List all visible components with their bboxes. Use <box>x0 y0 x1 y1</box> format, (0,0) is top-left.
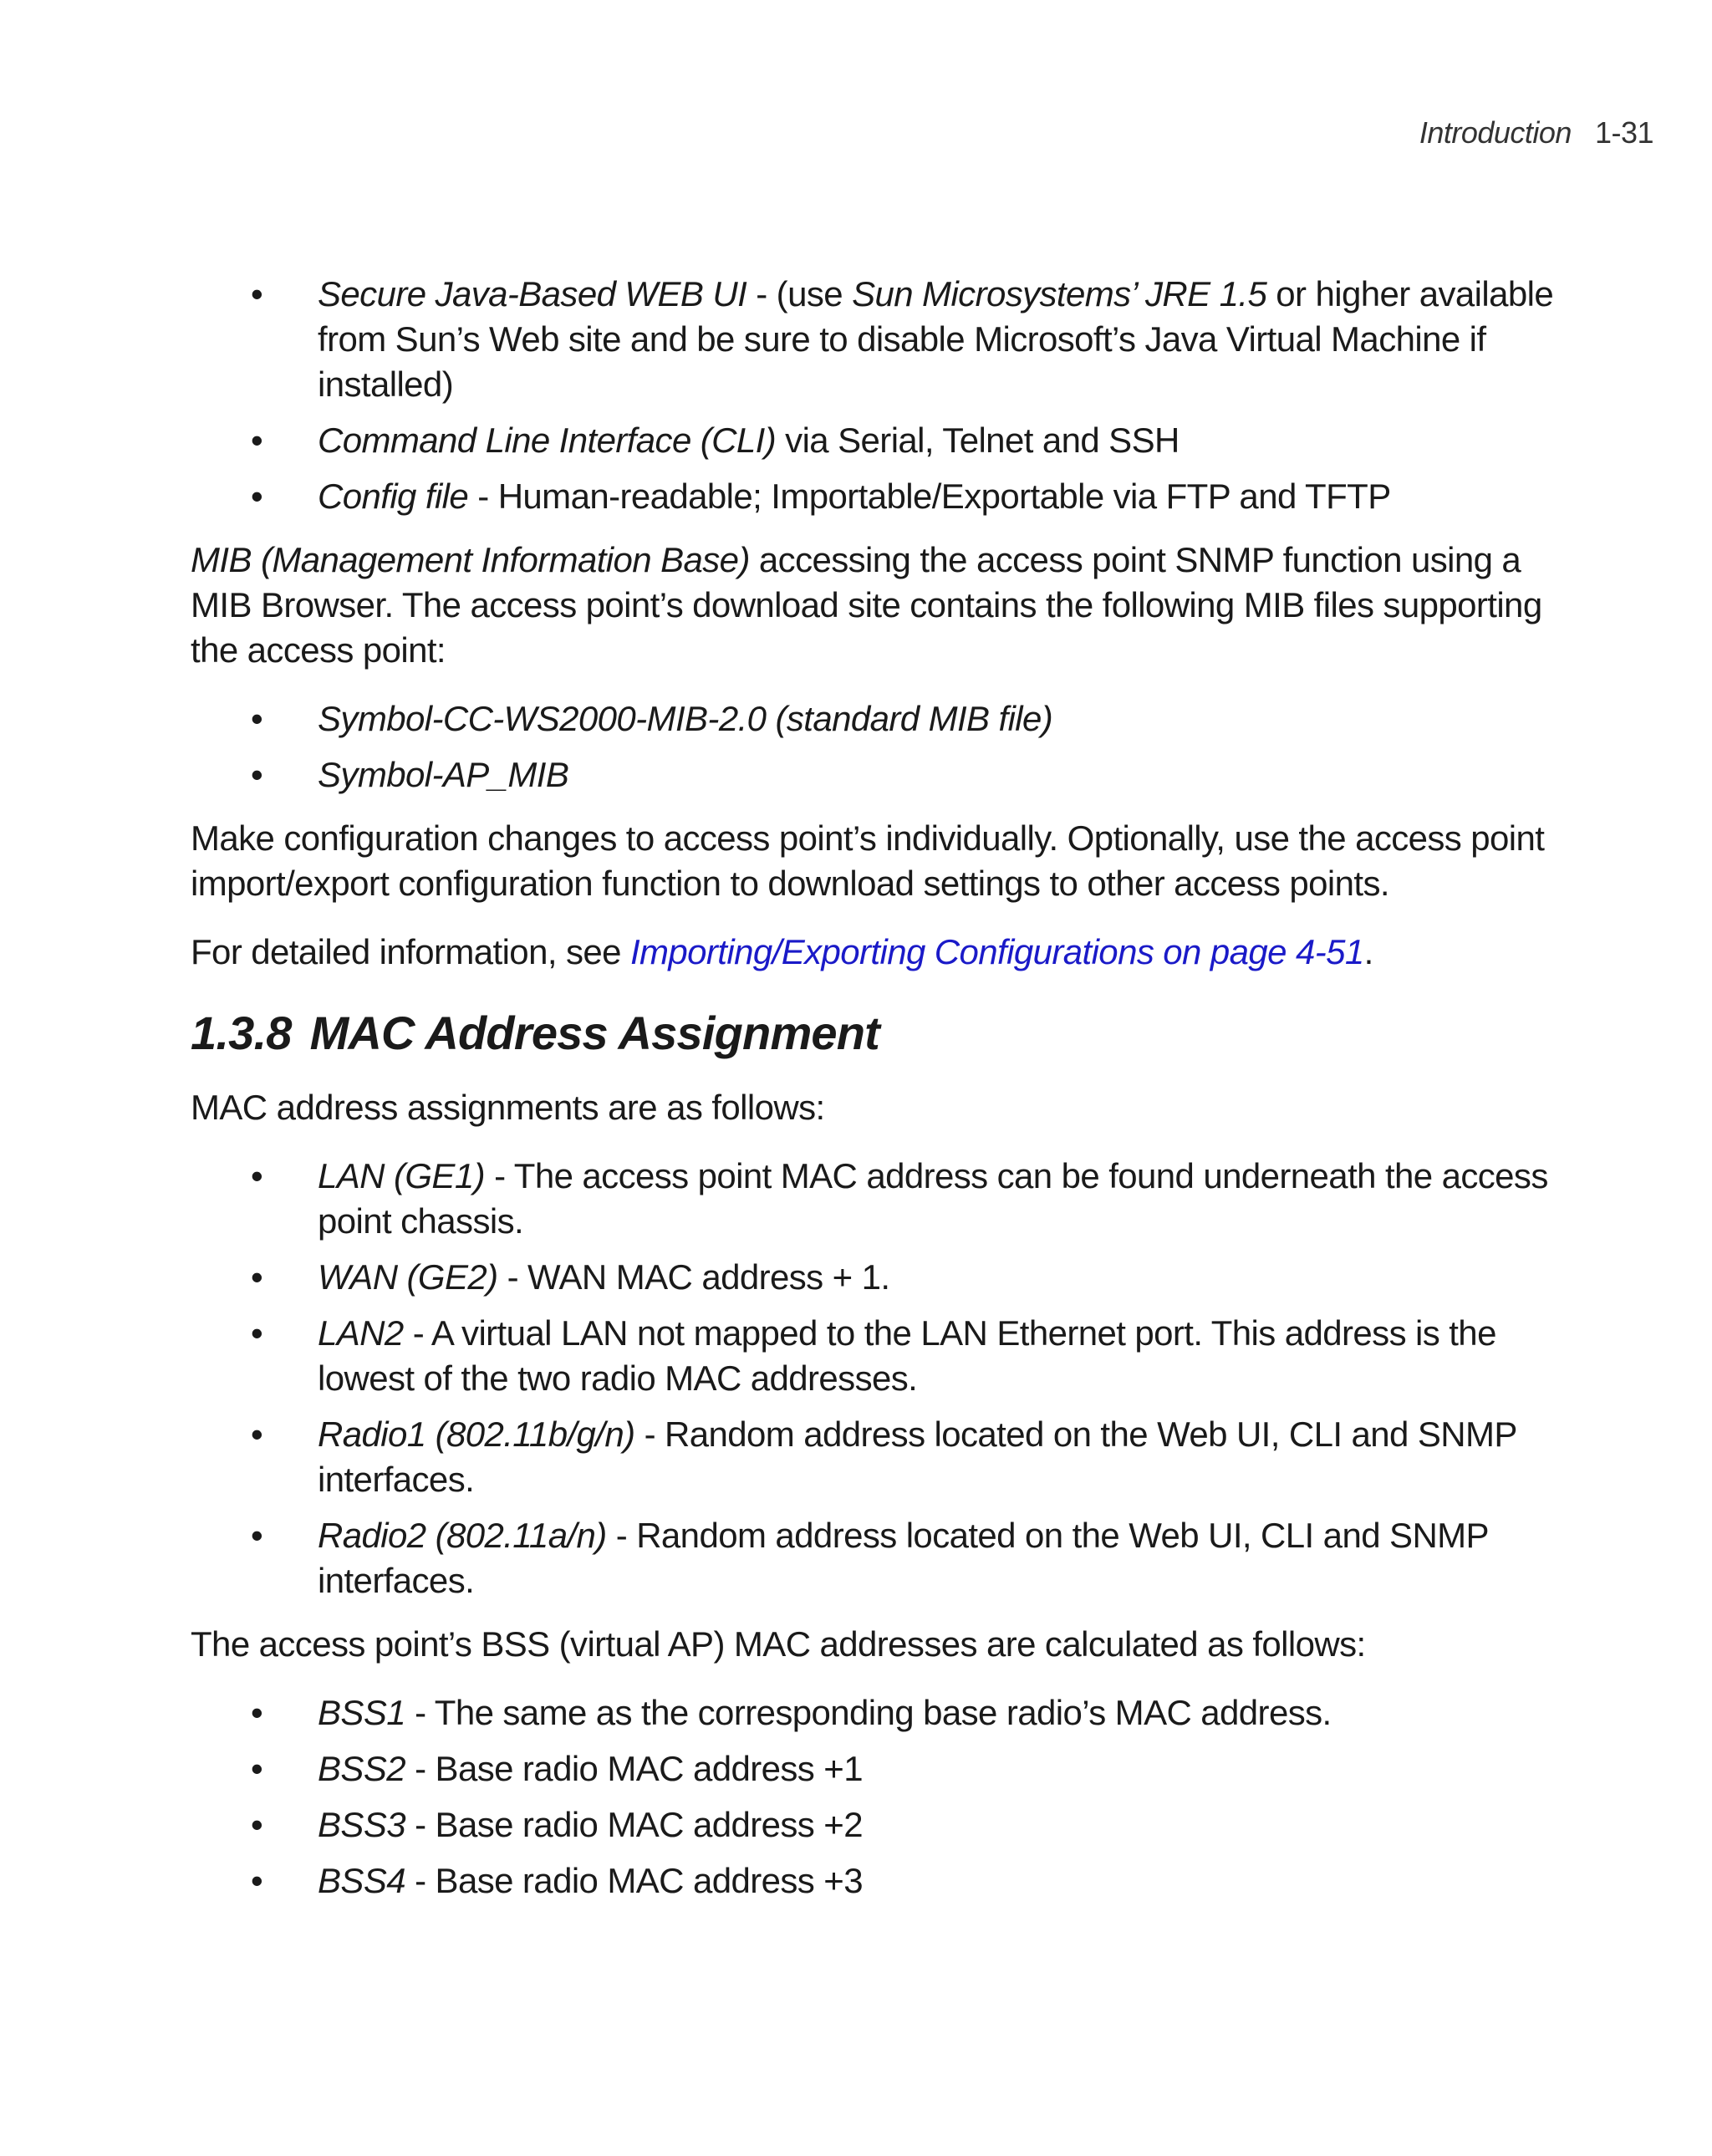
page-content <box>191 272 1585 1922</box>
header-page-number: 1-31 <box>1594 115 1653 150</box>
bullet-icon: • <box>251 1313 263 1353</box>
cross-reference-link[interactable]: Importing/Exporting Configurations on page 4-51 <box>629 932 1364 971</box>
bullet-icon: • <box>251 1861 263 1900</box>
mib-term: MIB (Management Information Base) <box>191 540 750 579</box>
list-item-text: - Base radio MAC address +2 <box>405 1805 863 1844</box>
section-title: MAC Address Assignment <box>309 1007 880 1059</box>
page-header <box>1419 115 1653 150</box>
list-item <box>251 752 1585 798</box>
bss-bullet-list <box>191 1690 1585 1904</box>
detail-text: For detailed information, see <box>191 932 630 971</box>
bullet-icon: • <box>251 1156 263 1195</box>
detail-paragraph <box>191 930 1585 975</box>
list-item-term: BSS2 <box>318 1749 405 1788</box>
list-item-text: - Human-readable; Importable/Exportable via FTP and TFTP <box>468 477 1391 516</box>
bullet-icon: • <box>251 755 263 794</box>
bullet-icon: • <box>251 1805 263 1844</box>
config-paragraph: Make configuration changes to access point’s individually. Optionally, use the access point import/export configuration function to download settings to other access points. <box>191 818 1545 903</box>
mib-file-list <box>191 696 1585 798</box>
mib-text: accessing the access point SNMP function using a MIB Browser. The access point’s download site contains the following MIB files supporting the access point: <box>191 540 1542 670</box>
list-item-term: BSS1 <box>318 1693 405 1732</box>
list-item-text: - WAN MAC address + 1. <box>497 1257 890 1297</box>
list-item <box>251 418 1585 463</box>
bullet-icon: • <box>251 1257 263 1297</box>
list-item <box>251 1513 1585 1603</box>
list-item-text: via Serial, Telnet and SSH <box>776 420 1180 460</box>
detail-text: . <box>1363 932 1373 971</box>
list-item-text: - (use <box>746 274 853 313</box>
list-item-term: LAN2 <box>318 1313 404 1353</box>
list-item-text: - Base radio MAC address +1 <box>405 1749 863 1788</box>
list-item-term: Config file <box>318 477 469 516</box>
ui-bullet-list <box>191 272 1585 519</box>
list-item-term: Secure Java-Based WEB UI <box>318 274 747 313</box>
list-item <box>251 1746 1585 1792</box>
list-item <box>251 272 1585 407</box>
bullet-icon: • <box>251 699 263 738</box>
list-item-term: LAN (GE1) <box>318 1156 485 1195</box>
list-item-term: Radio1 (802.11b/g/n) <box>318 1414 635 1454</box>
list-item-term: WAN (GE2) <box>318 1257 498 1297</box>
list-item-text: - Random address located on the Web UI, CLI and SNMP interfaces. <box>318 1516 1489 1600</box>
list-item-term: BSS4 <box>318 1861 405 1900</box>
list-item <box>251 1858 1585 1904</box>
list-item-text: - The same as the corresponding base radio’s MAC address. <box>405 1693 1332 1732</box>
mac-bullet-list <box>191 1154 1585 1603</box>
list-item <box>251 1690 1585 1736</box>
list-item <box>251 1802 1585 1848</box>
list-item-text: - The access point MAC address can be found underneath the access point chassis. <box>318 1156 1548 1241</box>
list-item <box>251 1412 1585 1502</box>
bullet-icon: • <box>251 1516 263 1555</box>
bullet-icon: • <box>251 1693 263 1732</box>
list-item <box>251 1154 1585 1244</box>
list-item-text: - A virtual LAN not mapped to the LAN Ethernet port. This address is the lowest of the two radio MAC addresses. <box>318 1313 1496 1398</box>
list-item <box>251 1255 1585 1300</box>
list-item-text: - Random address located on the Web UI, CLI and SNMP interfaces. <box>318 1414 1517 1499</box>
bss-intro-paragraph: The access point’s BSS (virtual AP) MAC addresses are calculated as follows: <box>191 1624 1366 1664</box>
header-section-name: Introduction <box>1419 115 1572 150</box>
list-item-term: Radio2 (802.11a/n) <box>318 1516 607 1555</box>
bullet-icon: • <box>251 477 263 516</box>
section-heading <box>191 1007 1585 1060</box>
list-item <box>251 1311 1585 1401</box>
list-item-text: Symbol-CC-WS2000-MIB-2.0 (standard MIB file) <box>318 699 1053 738</box>
list-item-text: Symbol-AP_MIB <box>318 755 569 794</box>
bullet-icon: • <box>251 1749 263 1788</box>
list-item <box>251 696 1585 742</box>
bullet-icon: • <box>251 274 263 313</box>
list-item <box>251 474 1585 519</box>
mib-paragraph <box>191 538 1585 673</box>
list-item-term: Command Line Interface (CLI) <box>318 420 777 460</box>
section-number: 1.3.8 <box>191 1007 292 1059</box>
bullet-icon: • <box>251 1414 263 1454</box>
mac-intro-paragraph: MAC address assignments are as follows: <box>191 1088 825 1127</box>
list-item-text: or higher available from Sun’s Web site and be sure to disable Microsoft’s Java Virtual Machine if installed) <box>318 274 1554 404</box>
bullet-icon: • <box>251 420 263 460</box>
list-item-text: - Base radio MAC address +3 <box>405 1861 863 1900</box>
list-item-term: BSS3 <box>318 1805 405 1844</box>
list-item-term: Sun Microsystems’ JRE 1.5 <box>852 274 1267 313</box>
